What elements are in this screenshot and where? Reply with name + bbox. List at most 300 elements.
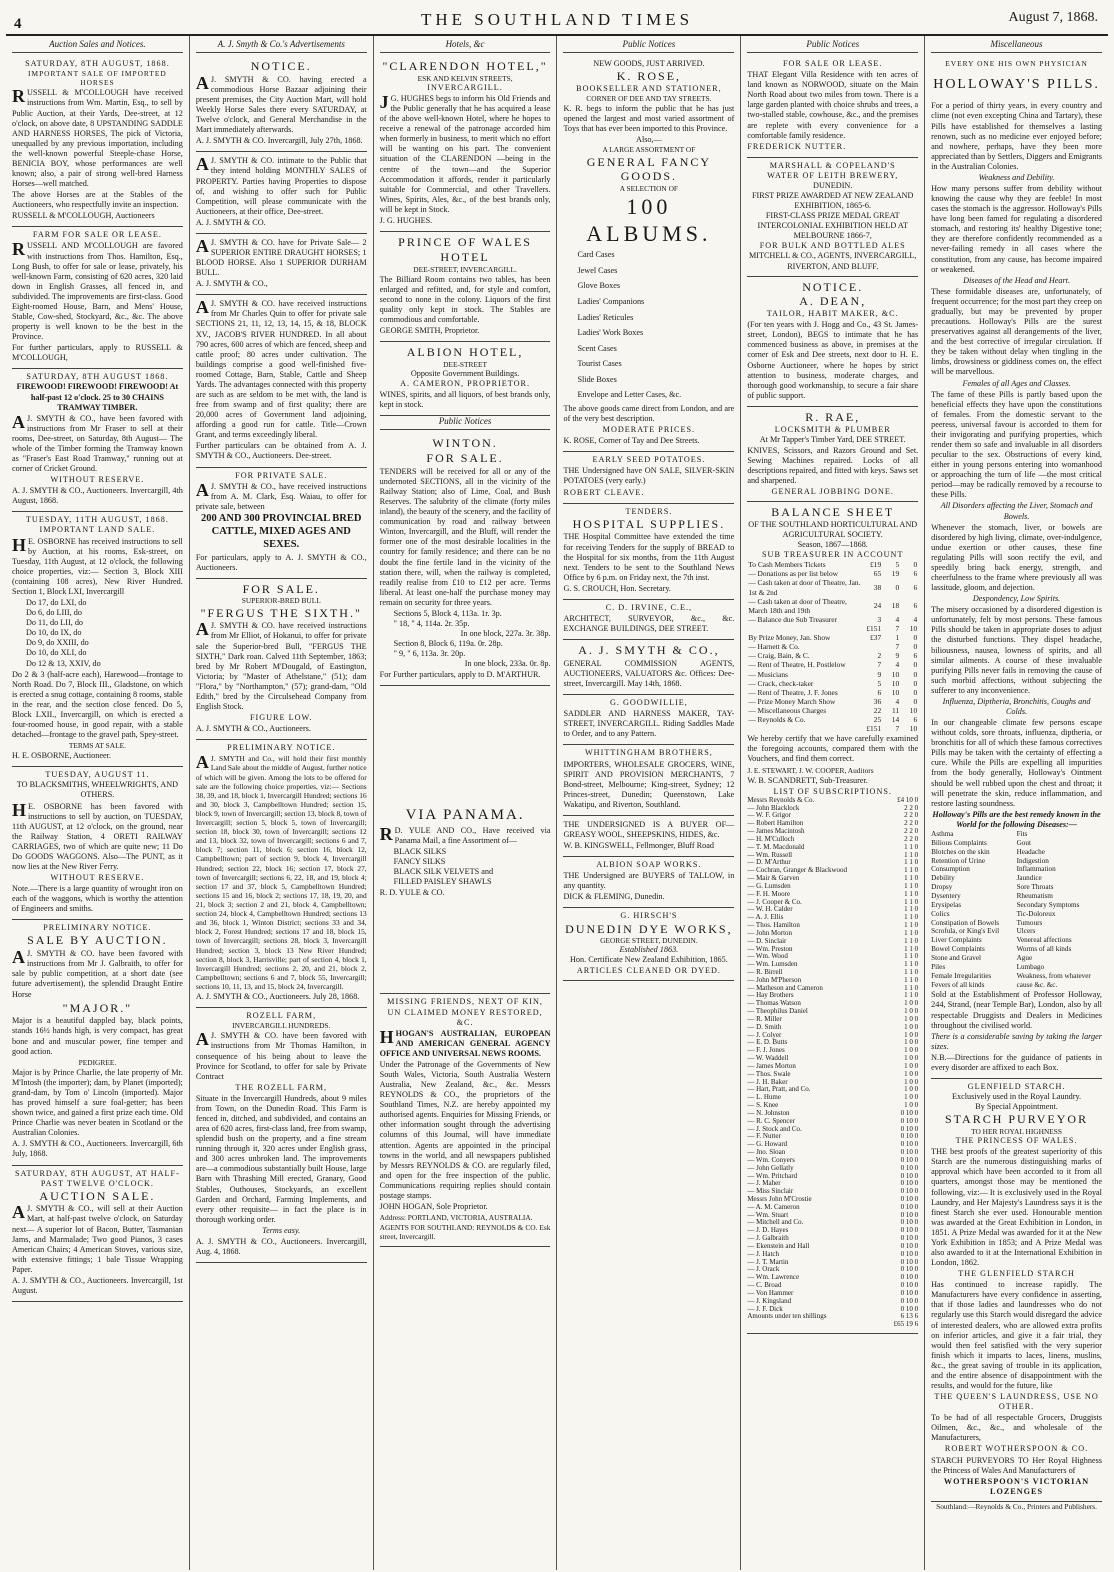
subscriber-name: — L. Hume: [747, 1093, 781, 1102]
ad-albion-soap: [563, 857, 734, 908]
subscription-amount: 0 10 0: [900, 1226, 919, 1235]
disease-item: Erysipelas: [931, 900, 962, 909]
lozenges-headline: WOTHERSPOON'S VICTORIAN LOZENGES: [943, 1476, 1090, 1496]
ad-body: J. SMYTH & CO. have for Private Sale— 2 SUPERIOR ENTIRE DRAUGHT HORSES; 1 BLOOD HORSE. Also 1 SUPERIOR DURHAM BULL.: [195, 237, 367, 278]
ad-signature: J. G. HUGHES.: [379, 215, 433, 225]
disease-item: Female Irregularities: [931, 971, 992, 980]
subscriber-name: — Wm. Russell: [747, 850, 793, 859]
subscriber-name: Amounts under ten shillings: [747, 1312, 827, 1321]
ad-land-sale-notice: PRELIMINARY NOTICE. A J. SMYTH and Co., will hold their first monthly Land Sale about the middle of August, further notice of which will be given. Among the lots to be offered for sale are the following choice properties, viz:— Sections 38, 39, and 18, block 1, Invercargill Hundred; sections 16 and 30, block 3, Campbelltown Hundred; section 15, block 9, town of Invercargill; section 13, block 8, town of Invercargill; section 5, block 5, town of Invercargill; section 18, block 30, town of Invercargill; sections 12 and 13, block 32, town of Invercargill; sections 6 and 7, block 7; section 11, block 6; section 16, block 12, Campbelltown; part of section 9, block 4, Invercargill Hundred; section 22, block 16; section 17, block 27, town of Invercargill; sections 6, 22, 18, and 19, block 4; section 17 and 37, block 5, Campbelltown Hundred; sections 15 and 16, block 2; sections 17, 18, 19, 20, and 21, block 3; section 2 and 21, block 4, Campbelltown; section 24, block 4, Campbelltown Hundred; sections 13 and 36, block 1, Winton District; sections 33 and 34, block 2, Forest Hundred; sections 17 and 18, block 15, town of Invercargill; sections 28, block 3, Invercargill Hundred; section 3, block 13 New River Hundred; section 8, block 3, Harrisville; part of section 4, block 1, Invercargill Hundred; sections 2, 20, and 21, block 2, Campbelltown; sections 6 and 7, block 55, Invercargill; sections 10, 11, 13, and 15, block 24, Invercargill. A. J. SMYTH & CO., Auctioneers. July 28, 1868.: [196, 740, 367, 1008]
ad-subtitle: SALE BY AUCTION.: [27, 933, 168, 948]
ad-subheading: THE GLENFIELD STARCH: [958, 1269, 1075, 1279]
ad-reserve: WITHOUT RESERVE.: [50, 873, 145, 883]
ad-winton-sale: [380, 433, 551, 686]
ad-signature: A. J. SMYTH & CO.: [195, 217, 266, 227]
ad-body: Under the Patronage of the Governments of New South Wales, Victoria, South Australia Western Australia, New Zealand, &c., &c. Messrs REYNOLDS & CO., the proprietors of the Southland Times, N.Z. are hereby appointed my authorised agents. Enquiries for Missing Friends, or other information sought through the advertising columns of this Journal, will have immediate attention. Agents are appointed in the principal towns in the world, and all newspapers published by Messrs REYNOLDS & CO. are regularly filed, and open for the free inspection of the public. Communications requiring replies should contain postage stamps.: [379, 1059, 551, 1200]
disease-item: Tumours: [1016, 918, 1043, 927]
ad-paragraph: The fame of these Pills is partly based upon the beneficial effects they have upon the constitutions of females. From the domestic servant to the peeress, universal favour is accorded to them for their invigorating and purifying properties, which render them so safe and invaluable in all disorders peculiar to the sex. Obstructions of every kind, either in young persons entering into womanhood or approaching the turn of life —the most critical period—may be radically removed by a recourse to these Pills.: [931, 389, 1102, 500]
subscription-amount: 0 10 0: [900, 1116, 919, 1125]
subscriber-name: — J. D. Hayes: [747, 1226, 789, 1235]
ad-signature: W. B. KINGSWELL, Fellmonger, Bluff Road: [563, 841, 714, 851]
subscription-amount: 0 10 0: [900, 1148, 919, 1157]
ad-signature: ROBERT CLEAVE.: [563, 487, 645, 497]
ad-title: PRINCE OF WALES HOTEL: [398, 235, 532, 264]
subscriber-name: [747, 1321, 893, 1329]
ad-signature: A. CAMERON, PROPRIETOR.: [400, 379, 531, 389]
ad-body: USSELL AND M'COLLOUGH are favored with instructions from Thos. Hamilton, Esq., Long Bush, to offer for sale or lease, privately, his well-known Farm, consisting of 620 acres, 320 laid down in English Grasses, all fenced in, and subdivided. The improvements are first-class. Good Eight-roomed House, Barn, and Mens' House, Stable, Cow-shed, Stockyard, &c., &c. The above property is well known to be the best in the Province.: [12, 241, 183, 342]
prize-medal: FIRST-CLASS PRIZE MEDAL GREAT INTERCOLONIAL EXHIBITION HELD AT MELBOURNE 1866-7,: [757, 211, 908, 241]
ad-goodwillie: [563, 695, 734, 745]
ad-title: MISSING FRIENDS, NEXT OF KIN, UN CLAIMED MONEY RESTORED, &C.: [387, 997, 543, 1027]
table-row: To Cash Members Tickets £19 5 0: [748, 560, 918, 570]
ad-body: K. R. begs to inform the public that he has just opened the largest and most varied assortment of Toys that has ever been imported to this Province.: [563, 104, 735, 134]
ad-signature: For particulars, apply to A. J. SMYTH & CO., Auctioneers.: [195, 552, 367, 572]
subscription-amount: 0 10 0: [900, 1234, 919, 1243]
subscription-amount: 1 1 0: [904, 866, 919, 875]
ad-signature: GEORGE SMITH, Proprietor.: [379, 326, 480, 336]
albums-headline: 100 ALBUMS.: [586, 194, 712, 247]
ad-body: ARCHITECT, SURVEYOR, &c., &c. EXCHANGE BUILDINGS, DEE STREET.: [563, 613, 735, 634]
ad-title: R. RAE,: [805, 409, 861, 424]
ad-body: J. SMYTH & CO. have been favored with instructions from Mr J. Galbraith, to offer for sale by public competition, at a short date (see future advertisement), the splendid Draught Entire Horse: [12, 949, 183, 999]
subscriber-name: — Wm. Stuart: [747, 1210, 789, 1219]
table-row: — Musicians 9 10 0: [748, 669, 918, 679]
subscriber-name: — G. Lumsden: [747, 881, 791, 890]
subscriber-name: — Miss Sinclair: [747, 1187, 794, 1196]
ad-horse-sale: SATURDAY, 8TH AUGUST, 1868. IMPORTANT SALE OF IMPORTED HORSES RUSSELL & M'COLLOUGH have received instructions from Wm. Martin, Esq., to sell by Public Auction, at their Yards, Dee-street, at 12 o'clock, on above date, 8 UPSTANDING SADDLE AND HARNESS HORSES, The pick of Victoria, unequalled by any previous importation, including the well-known powerful Steeple-chase Horse, BENICIA BOY, whose performances are well known; also, a pair of strong well-bred Harness Horses—well matched. The above Horses are at the Stables of the Auctioneers, who respectfully invite an inspection. RUSSELL & M'COLLOUGH, Auctioneers: [12, 56, 183, 227]
subscription-amount: 2 2 0: [904, 819, 919, 828]
subscriber-name: — W. F. Grigor: [747, 811, 791, 820]
ad-farm-sale: FARM FOR SALE OR LEASE. RUSSELL AND M'COLLOUGH are favored with instructions from Thos. Hamilton, Esq., Long Bush, to offer for sale or lease, privately, his well-known Farm, consisting of 620 acres, 320 laid down in English Grasses, all fenced in, and subdivided. The improvements are first-class. Good Eight-roomed House, Barn, and Mens' House, Stable, Cow-shed, Stockyard, &c., &c. The above property is well known to be the best in the Province. For further particulars, apply to RUSSELL & M'COLLOUGH,: [12, 227, 183, 369]
ad-subtitle: DEE-STREET: [443, 359, 488, 369]
ad-paragraph: These formidable diseases are, unfortunately, of frequent occurrence; for the most part they creep on gradually, but may be prevented by proper precautions. Holloway's Pills are the surest preservatives against all derangements of the liver, and the best corrective of irregular circulation. If they be taken without delay when tingling in the limbs, drowsiness or giddiness comes on, the effect will be marvellous.: [931, 286, 1102, 377]
subscriber-name: — J. Orack: [747, 1265, 780, 1274]
ad-body: J. SMYTH & CO., have received instructions from A. M. Clark, Esq. Waiau, to offer for private sale, between: [195, 481, 367, 511]
subscription-amount: 0 10 0: [900, 1179, 919, 1188]
subscriber-name: — Thos. Swale: [747, 1069, 791, 1078]
ad-location: Opposite Government Buildings.: [410, 368, 520, 378]
ad-saving: There is a considerable saving by taking the larger sizes.: [931, 1031, 1102, 1051]
purveyor-to: TO HER ROYAL HIGHNESS: [971, 1127, 1063, 1137]
ad-cattle-sale: FOR PRIVATE SALE. A J. SMYTH & CO., have received instructions from A. M. Clark, Esq. Waiau, to offer for private sale, between 200 AND 300 PROVINCIAL BRED CATTLE, MIXED AGES AND SEXES. For particulars, apply to A. J. SMYTH & CO., Auctioneers.: [196, 468, 367, 579]
subscriber-name: — A. M. Cameron: [747, 1202, 800, 1211]
subscriber-name: — F. J. Jones: [747, 1046, 785, 1055]
subscriber-name: — W. Waddell: [747, 1054, 789, 1063]
table-row: — Craig, Bain, & C. 2 9 6: [748, 651, 918, 661]
ad-jobbing: GENERAL JOBBING DONE.: [771, 487, 894, 497]
subscription-amount: £65 19 6: [893, 1320, 919, 1329]
ad-signature: R. D. YULE & CO.: [379, 888, 445, 898]
table-row: — Harnett & Co. 7 0: [748, 642, 918, 652]
table-total: £151 7 10: [866, 623, 918, 633]
disease-item: Scrofula, or King's Evil: [931, 927, 1000, 936]
column-heading: Auction Sales and Notices.: [12, 39, 183, 53]
ad-body: J. SMYTH & CO. have been favored with instructions from Mr Thomas Hamilton, in consequence of his being about to leave the Province for Scotland, to offer for sale by Private Contract: [195, 1031, 367, 1081]
subscriber-name: — Hart, Pratt, and Co.: [747, 1085, 811, 1094]
ad-title: FOR SALE OR LEASE.: [783, 59, 883, 69]
subscriber-name: — N. Johnston: [747, 1108, 790, 1117]
table-row: — Crack, check-taker 5 10 0: [748, 678, 918, 688]
bull-name: "FERGUS THE SIXTH.": [200, 605, 362, 620]
ad-title: EARLY SEED POTATOES.: [592, 455, 706, 465]
disease-item: Stone and Gravel: [931, 953, 982, 962]
subscriber-name: — Cochran, Granger & Blackwood: [747, 866, 848, 875]
ad-town: DUNEDIN.: [813, 180, 853, 190]
subscriber-name: — J. Stock and Co.: [747, 1124, 802, 1133]
ad-jacobs-river: A J. SMYTH & CO. have received instructions from Mr Charles Quin to offer for private sale SECTIONS 21, 11, 12, 13, 14, 15, & 18, BLOCK XV., JACOB'S RIVER HUNDRED. In all about 790 acres, 600 acres of which are fenced, sheep and cattle proof; 80 acres under cultivation. The buildings comprise a good well-finished five-roomed Cottage, Barn, Stable, Cattle and Sheep Yards. The advantages connected with this property are such as are seldom to be met with, the land is free from swamp and of first quality; there are 20,000 acres of Government land adjoining, affording a good run for cattle. Title—Crown Grant, and terms exceedingly liberal. Further particulars can be obtained from A. J. SMYTH & CO., Auctioneers. Dee-street.: [196, 295, 367, 467]
list-item: BLACK SILK VELVETS and: [393, 867, 494, 877]
column-hotels: [374, 36, 558, 1570]
subscription-amount: 0 10 0: [900, 1155, 919, 1164]
subscription-amount: 1 1 0: [904, 905, 919, 914]
diseases-column-right: [1017, 830, 1102, 989]
goods-list: [563, 247, 734, 403]
ad-heading: HOGAN'S AUSTRALIAN, EUROPEAN AND AMERICAN GENERAL AGENCY OFFICE AND UNIVERSAL NEWS ROOMS.: [379, 1028, 551, 1058]
goods-list: [380, 847, 551, 887]
subscriber-name: — Thomas Watson: [747, 999, 801, 1008]
ad-signature: A. J. SMYTH & CO., Auctioneers. Invercargill, 6th July, 1868.: [12, 1139, 183, 1159]
ad-address: At Mr Tapper's Timber Yard, DEE STREET.: [759, 434, 906, 444]
subscription-amount: 1 1 0: [904, 952, 919, 961]
subscription-amount: 0 10 0: [900, 1281, 919, 1290]
subscriber-name: — Mitchell and Co.: [747, 1218, 804, 1227]
ad-title: A. J. SMYTH & CO.,: [578, 643, 720, 658]
subscription-amount: 0 10 0: [900, 1171, 919, 1180]
disease-item: Liver Complaints: [931, 936, 982, 945]
ad-body: SADDLER AND HARNESS MAKER, TAY-STREET, INVERCARGILL. Riding Saddles Made to Order, and to any Pattern.: [563, 709, 735, 739]
subscription-amount: 0 10 0: [900, 1124, 919, 1133]
ad-title: PRELIMINARY NOTICE.: [227, 743, 336, 753]
subscriber-name: — D. Sinclair: [747, 936, 787, 945]
subscriber-name: — J. Galbraith: [747, 1234, 789, 1243]
ad-body: THE best proofs of the greatest superiority of this Starch are the numerous distinguishing marks of approval which have been accorded to it from all quarters, amongst those may be mentioned the following, viz:— It is exclusively used in the Royal Laundry, and Her Majesty's Laundress says it is the finest Starch she ever used. Honourable mention was awarded at the Great Exhibition in London, in 1851. A Prize Medal was awarded for it at the New York Exhibition in 1853; and A Prize Medal was also awarded to it at the International Exhibition in London, 1862.: [931, 1147, 1102, 1268]
credit-table: [747, 633, 918, 733]
tailor-trade: TAILOR, HABIT MAKER, &C.: [766, 309, 899, 319]
subscriber-name: — Wm. Wood: [747, 952, 788, 961]
disease-item: Venereal affections: [1016, 936, 1072, 945]
subscription-amount: 0 10 0: [900, 1304, 919, 1313]
ad-body: THE Undersigned are BUYERS of TALLOW, in any quantity.: [563, 871, 735, 891]
disease-item: Gout: [1016, 838, 1031, 847]
ad-date: SATURDAY, 8TH AUGUST, AT HALF-PAST TWELVE O'CLOCK.: [15, 1168, 180, 1188]
ad-auction-sale: SATURDAY, 8TH AUGUST, AT HALF-PAST TWELVE O'CLOCK. AUCTION SALE. A J. SMYTH & CO., will sell at their Auction Mart, at half-past twelve o'clock, on Saturday next— A superior lot of Bacon, Butter, Tasmanian Jams, and Marmalade; Two good Pianos, 3 cases American Chairs; 4 American Stoves, various size, with extensive fittings; 1 bale Tissue Wrapping Paper. A. J. SMYTH & CO., Auctioneers. Invercargill, 1st August.: [12, 1166, 183, 1303]
ad-note: The above goods came direct from London, and are of the very best description.: [563, 403, 735, 424]
subscriber-name: — Wm. Lumsden: [747, 960, 798, 969]
subscription-amount: 0 10 0: [900, 1140, 919, 1149]
table-row: — Reynolds & Co. 25 14 6: [748, 715, 918, 725]
ad-terms: Terms easy.: [262, 1225, 301, 1235]
ad-body: WINES, spirits, and all liquors, of best brands only, kept in stock.: [379, 390, 551, 410]
subscription-amount: 1 0 0: [904, 1014, 919, 1023]
horse-name: "MAJOR.": [62, 1000, 133, 1015]
ad-season: Season, 1867—1868.: [797, 540, 868, 550]
cattle-headline: 200 AND 300 PROVINCIAL BRED CATTLE, MIXED AGES AND SEXES.: [201, 512, 362, 550]
list-item: Ladies' Reticules: [577, 312, 634, 322]
ad-clarendon-hotel: "CLARENDON HOTEL," ESK AND KELVIN STREETS, INVERCARGILL. J G. HUGHES begs to inform his Old Friends and the Public generally that he has acquired a lease of the above well-known Hotel, where he hopes to receive a renewal of the patronage accorded him when formerly in business, to merit which no effort will be wanting on his part. The convenient situation of the CLARENDON —being in the centre of the town—and the Superior Accommodation it affords, render it particularly suitable for Commercial, and other Travellers. Wines, Spirits, Ales, &c., of the best brands only, will be kept in Stock. J. G. HUGHES.: [380, 56, 551, 232]
subscriber-name: — Ekenstein and Hall: [747, 1241, 810, 1250]
ad-title: "CLARENDON HOTEL,": [382, 59, 548, 74]
ad-title: VIA PANAMA.: [405, 807, 525, 824]
issue-date: August 7, 1868.: [1008, 10, 1098, 25]
diseases-column-left: [931, 830, 1016, 989]
table-row: — Rent of Theatre, H. Postlelow 7 4 0: [748, 660, 918, 670]
printer-imprint: Southland:—Reynolds & Co., Printers and Publishers.: [936, 1501, 1098, 1511]
ad-missing-friends: MISSING FRIENDS, NEXT OF KIN, UN CLAIMED MONEY RESTORED, &C. HHOGAN'S AUSTRALIAN, EUROPEAN AND AMERICAN GENERAL AGENCY OFFICE AND UNIVERSAL NEWS ROOMS. Under the Patronage of the Governments of New South Wales, Victoria, South Australia Western Australia, New Zealand, &c., &c. Messrs REYNOLDS & CO., the proprietors of the Southland Times, N.Z. are hereby appointed my authorised agents. Enquiries for Missing Friends, or other information sought through the advertising columns of this Journal, will have immediate attention. Agents are appointed in the principal towns in the world, and all newspapers published by Messrs REYNOLDS & CO. are regularly filed, and open for the free inspection of the public. Communications requiring replies should contain postage stamps. JOHN HOGAN, Sole Proprietor. Address: PORTLAND, VICTORIA, AUSTRALIA. AGENTS FOR SOUTHLAND: REYNOLDS & CO. Esk street, Invercargill.: [380, 994, 551, 1247]
column-heading: Public Notices: [563, 39, 734, 53]
ad-locksmith: [747, 407, 918, 502]
subscriber-name: — Von Hammer: [747, 1288, 794, 1297]
ad-body: THE Hospital Committee have extended the time for receiving Tenders for the supply of BREAD to the Hospital for six months, from the 11th August next. Tenders to be sent to the Southland News Office by 6 p.m. on Friday next, the 7th inst.: [563, 532, 735, 582]
subscriber-name: — R. Miller: [747, 1014, 782, 1023]
ad-prices: MODERATE PRICES.: [602, 425, 696, 435]
farm-name: THE ROZELL FARM,: [235, 1082, 328, 1092]
ad-title: FOR PRIVATE SALE.: [235, 470, 328, 480]
subscriber-name: — J. Kingsland: [747, 1296, 792, 1305]
ad-irvine: [563, 600, 734, 640]
ad-brewery: [747, 158, 918, 277]
subscription-amount: 1 1 0: [904, 960, 919, 969]
ad-subtitle: WATER OF LEITH BREWERY,: [767, 170, 899, 180]
column-auction-sales: [6, 36, 190, 1570]
ad-horse-bazaar: NOTICE. A J. SMYTH & CO. having erected a commodious Horse Bazaar adjoining their present premises, the City Auction Mart, will hold Weekly Horse Sales there every SATURDAY, at Twelve o'clock, and General Merchandise in the Mart immediately afterwards. A. J. SMYTH & CO. Invercargill, July 27th, 1868.: [196, 56, 367, 152]
subscription-amount: 1 0 0: [904, 999, 919, 1008]
ad-glenfield-starch: [931, 1079, 1102, 1502]
subscription-amount: 1 0 0: [904, 1061, 919, 1070]
ad-title: FIREWOOD! FIREWOOD! FIREWOOD! At half-past 12 o'clock. 25 to 30 CHAINS TRAMWAY TIMBER.: [16, 382, 179, 412]
ad-body: J. SMYTH & CO. have received instructions from Mr Charles Quin to offer for private sale SECTIONS 21, 11, 12, 13, 14, 15, & 18, BLOCK XV., JACOB'S RIVER HUNDRED. In all about 790 acres, 600 acres of which are fenced, sheep and cattle proof; 80 acres under cultivation. The buildings comprise a good well-finished five-roomed Cottage, Barn, Stable, Cattle and Sheep Yards. The advantages connected with this property are such as are seldom to be met with, the land is free from swamp and of first quality; there are 20,000 acres of Government land adjoining, affording a good run for cattle. Title—Crown Grant, and terms exceedingly liberal.: [195, 299, 367, 440]
ad-bull-sale: FOR SALE. SUPERIOR-BRED BULL "FERGUS THE SIXTH." A J. SMYTH & CO. have received instructions from Mr Elliot, of Hokanui, to offer for private sale the Superior-bred Bull, "FERGUS THE SIXTH," Dark roan. Calved 11th September, 1863; bred by Mr Robert M'Dougald, of Eastington, Victoria; by "Master of Athelstane," (51); dam "Flora," by "Northampton," (57); grand-dam, "Old Edith," bred by the Circulsehead Company from English Stock. FIGURE LOW. A. J. SMYTH & CO., Auctioneers.: [196, 579, 367, 740]
ad-signature: W. B. SCANDRETT, Sub-Treasurer.: [747, 775, 868, 785]
ad-seed-potatoes: [563, 452, 734, 503]
ad-body: THE UNDERSIGNED IS A BUYER OF— GREASY WOOL, SHEEPSKINS, HIDES, &c.: [563, 819, 735, 839]
subscriber-name: — Wm. Preston: [747, 944, 793, 953]
disease-item: Bilious Complaints: [931, 838, 987, 847]
page-number: 4: [14, 16, 22, 32]
subscriber-name: — G. Howard: [747, 1140, 788, 1149]
ad-subtitle: Exclusively used in the Royal Laundry.: [952, 1092, 1082, 1102]
subscription-amount: 1 1 0: [904, 858, 919, 867]
subscription-amount: 1 1 0: [904, 928, 919, 937]
subscriber-name: — F. Nutter: [747, 1132, 781, 1141]
disease-item: Tic-Doloreux: [1016, 909, 1056, 918]
section-list: [380, 609, 551, 669]
list-item: Do 10, do IX, do: [26, 628, 82, 638]
ad-body: THE Undersigned have ON SALE, SILVER-SKIN POTATOES (very early.): [563, 466, 735, 486]
ad-railway-carriages: TUESDAY, AUGUST 11. TO BLACKSMITHS, WHEELWRIGHTS, AND OTHERS. H E. OSBORNE has been favored with instructions to sell by auction, on TUESDAY, 11th AUGUST, at 12 o'clock, on the ground, near the Railway Station, 4 ORETI RAILWAY CARRIAGES, two of which are quite new; 11 Do Do GOODS WAGGONS. Also—The PUNT, as it now lies at the New River Ferry. WITHOUT RESERVE. Note.—There is a large quantity of wrought iron on each of the waggons, which is worthy the attention of Engineers and smiths.: [12, 767, 183, 920]
list-item: Do 10, do XLI, do: [26, 648, 87, 658]
ad-monthly-sales: A J. SMYTH & CO. intimate to the Public that they intend holding MONTHLY SALES of PROPERTY. Parties having Properties to dispose of, and wishing to offer such for Public Competition, will please communicate with the Auctioneers, at their office, Dee-street. A. J. SMYTH & CO.: [196, 152, 367, 234]
column-heading: A. J. Smyth & Co.'s Advertisements: [196, 39, 367, 53]
subscription-amount: 2 2 0: [904, 811, 919, 820]
subscription-amount: 1 1 0: [904, 991, 919, 1000]
table-row: — Rent of Theatre, J. F. Jones 6 10 0: [748, 687, 918, 697]
subscription-amount: 1 1 0: [904, 889, 919, 898]
subscriber-name: — Mair & Garven: [747, 874, 800, 883]
ad-signature: G. S. CROUCH, Hon. Secretary.: [563, 583, 671, 593]
ad-body: J. SMYTH & CO., have been favored with instructions from Mr Fraser to sell at their rooms, Dee-street, on Saturday, 8th August— The whole of the Timber forming the Tramway known as "Fraser's East Road Tramway," running out at corner of Cricket Ground.: [12, 413, 183, 474]
subscription-amount: 0 10 0: [900, 1249, 919, 1258]
ad-town: INVERCARGILL.: [427, 82, 503, 92]
disease-item: Dropsy: [931, 883, 953, 892]
ad-paragraph: The misery occasioned by a disordered digestion is unfortunately, felt by most persons. These famous Pills should be taken in appropriate doses to adjust the disturbed functions. They dispel headache, biliousness, nausea, lowness of spirits, and all similar ailments. A course of these invaluable purifying Pills never fails in removing the cause of such morbid affections, without subjecting the sufferer to any inconvenience.: [931, 605, 1102, 695]
disease-item: Indigestion: [1016, 856, 1049, 865]
ad-body: J. SMYTH & CO. having erected a commodious Horse Bazaar adjoining their present premises, the City Auction Mart, will hold Weekly Horse Sales there every SATURDAY, at Twelve o'clock, and General Merchandise in the Mart immediately afterwards.: [195, 74, 367, 135]
subscription-amount: 0 10 0: [900, 1241, 919, 1250]
table-row: — Balance due Sub Treasurer 3 4 4: [748, 614, 918, 624]
ad-signature: JOHN HOGAN, Sole Proprietor.: [379, 1202, 488, 1212]
table-row: — Miscellaneous Charges 22 11 10: [748, 705, 918, 715]
ad-reserve: WITHOUT RESERVE.: [50, 475, 145, 485]
subscription-amount: 0 10 0: [900, 1163, 919, 1172]
subscription-amount: 0 10 0: [900, 1288, 919, 1297]
list-item: Glove Boxes: [577, 281, 621, 291]
ad-subtitle: FOR SALE.: [426, 451, 504, 466]
ad-paragraph: Has continued to increase rapidly. The Manufacturers have every confidence in asserting, that if those ladies and laundresses who do not regularly use this Starch would disregard the advice of interested dealers, who are allowed extra profits on inferior articles, and give it a fair trial, they would then feel satisfied with the very superior finish which it imparts to laces, linens, muslins, &c., the great saving of trouble in its application, and the entire absence of disappointment with the results, and would for the future, like: [931, 1280, 1102, 1390]
ad-title: WINTON.: [432, 436, 498, 451]
subscription-amount: 1 1 0: [904, 842, 919, 851]
ad-signature: RUSSELL & M'COLLOUGH, Auctioneers: [12, 211, 155, 221]
ad-title: G. GOODWILLIE,: [609, 698, 688, 708]
ad-signature: A. J. SMYTH & CO., Auctioneers.: [195, 724, 311, 734]
disease-item: Retention of Urine: [931, 856, 986, 865]
subscriber-name: — R. Birrell: [747, 967, 783, 976]
ad-directions: N.B.—Directions for the guidance of patients in every disorder are affixed to each Box.: [931, 1052, 1102, 1072]
ad-holloways-pills: [931, 56, 1102, 1079]
ad-established: Established 1863.: [619, 945, 679, 955]
subscription-amount: 1 1 0: [904, 850, 919, 859]
ad-title: PRELIMINARY NOTICE.: [43, 923, 152, 933]
ad-intro: For a period of thirty years, in every country and clime (not even excepting China and Tartary), these Pills have established for themselves a lasting renown, such as no medicine ever enjoyed before; and nowhere, perhaps, have they been more appreciated than by Settlers, Diggers and Emigrants in the Australian Colonies.: [931, 101, 1102, 171]
ad-title: ROZELL FARM,: [246, 1011, 317, 1021]
ad-title: WHITTINGHAM BROTHERS,: [584, 748, 713, 758]
subscriber-name: — J. Cooper & Co.: [747, 897, 802, 906]
balance-sheet: [747, 502, 918, 1334]
ad-body: J. SMYTH and Co., will hold their first monthly Land Sale about the middle of August, further notice of which will be given. Among the lots to be offered for sale are the following choice properties, viz:— Sections 38, 39, and 18, block 1, Invercargill Hundred; sections 16 and 30, block 3, Campbelltown Hundred; section 15, block 9, town of Invercargill; section 13, block 8, town of Invercargill; section 5, block 5, town of Invercargill; section 18, block 30, town of Invercargill; sections 12 and 13, block 32, town of Invercargill; sections 6 and 7, block 7; section 11, block 6; section 16, block 12, Campbelltown; part of section 9, block 4, Invercargill Hundred; section 22, block 16; section 17, block 27, town of Invercargill; sections 6, 22, 18, and 19, block 4; section 17 and 37, block 5, Campbelltown Hundred; sections 15 and 16, block 2; sections 17, 18, 19, 20, and 21, block 3; section 2 and 21, block 4, Campbelltown; section 24, block 4, Campbelltown Hundred; sections 13 and 36, block 1, Winton District; sections 33 and 34, block 2, Forest Hundred; sections 17 and 18, block 15, town of Invercargill; sections 28, block 3, Invercargill Hundred; section 3, block 13 New River Hundred; section 8, block 3, Harrisville; part of section 4, block 1, Invercargill Hundred; sections 2, 20, and 21, block 2, Campbelltown; sections 6 and 7, block 55, Invercargill; sections 10, 11, 13, and 15, block 24, Invercargill.: [195, 754, 367, 992]
subscription-amount: 1 1 0: [904, 975, 919, 984]
ad-signature: K. ROSE, Corner of Tay and Dee Streets.: [563, 436, 700, 446]
subscriber-name: — J. F. Dick: [747, 1304, 783, 1313]
ad-subtitle: INVERCARGILL HUNDREDS.: [232, 1021, 331, 1031]
subscriptions-list: [747, 797, 918, 1329]
farm-description: Situate in the Invercargill Hundreds, about 9 miles from Town, on the Dunedin Road. This Farm is fenced in, ditched, and subdivided, and contains an area of 620 acres, first-class land, free from swamp, splendid bush on the property, and a fine stream running through it, 320 acres under English grass, and 300 acres unbroken land. The improvements are—a commodious substantially built House, large Barn with Thrashing Mill erected, Granary, Good Stables, Outhouses, Stockyards, an excellent Garden and Orchard, Farming Implements, and every other requisite— in fact the place is in thorough working order.: [195, 1093, 367, 1224]
ad-address: GEORGE STREET, DUNEDIN.: [600, 936, 698, 946]
subscription-amount: 0 10 0: [900, 1210, 919, 1219]
pedigree-text: Major is by Prince Charlie, the late property of Mr. M'Intosh (the importer); dam, by Planet (imported); grand-dam, by Tom o' Lincoln (imported). Major has proved himself a sure foal-getter; has been shown twice, and gained a first prize each time. Old Prince Charlie was never beaten in Scotland or the Australian Colonies.: [12, 1067, 183, 1138]
list-item: In one block, 227a. 3r. 38p.: [460, 629, 551, 639]
subscriber-name: — James Morton: [747, 1061, 796, 1070]
subscription-amount: £4 10 0: [897, 795, 919, 804]
subscription-amount: 1 0 0: [904, 1093, 919, 1102]
ad-title: NOTICE.: [802, 279, 864, 294]
column-public-notices-2: [741, 36, 925, 1570]
ad-title: NOTICE.: [250, 59, 312, 74]
subscription-amount: 1 0 0: [904, 1085, 919, 1094]
subscriber-name: — W. H. Calder: [747, 905, 793, 914]
subscriber-name: — Theophilus Daniel: [747, 1007, 808, 1016]
ad-date: SATURDAY, 8TH AUGUST 1868.: [26, 372, 169, 382]
ad-body: J. SMYTH & CO. intimate to the Public that they intend holding MONTHLY SALES of PROPERTY. Parties having Properties to dispose of, and wishing to offer such for Public Competition, will please communicate with the Auctioneers, at their office, Dee-street.: [195, 156, 367, 216]
ad-heading: Diseases of the Head and Heart.: [963, 275, 1070, 285]
subscription-amount: 0 10 0: [900, 1108, 919, 1117]
subscription-amount: 1 1 0: [904, 936, 919, 945]
subscriber-name: — J. Maher: [747, 1179, 781, 1188]
subscription-row: [747, 1313, 918, 1321]
princess-headline: THE PRINCESS OF WALES.: [955, 1136, 1078, 1146]
ad-date: TUESDAY, AUGUST 11.: [45, 770, 150, 780]
subscription-amount: 1 0 0: [904, 1101, 919, 1110]
subscription-amount: 0 10 0: [900, 1265, 919, 1274]
ad-agents: MITCHELL & CO., AGENTS, INVERCARGILL, RIVERTON, AND BLUFF.: [748, 251, 917, 271]
diseases-list: [931, 830, 1102, 989]
ad-horse-major: PRELIMINARY NOTICE. SALE BY AUCTION. A J. SMYTH & CO. have been favored with instructions from Mr J. Galbraith, to offer for sale by public competition, at a short date (see future advertisement), the splendid Draught Entire Horse "MAJOR." Major is a beautiful dappled bay, black points, stands 16½ hands high, is very compact, has great bone and and muscular power, fine temper and good action. PEDIGREE. Major is by Prince Charlie, the late property of Mr. M'Intosh (the importer); dam, by Planet (imported); grand-dam, by Tom o' Lincoln (imported). Major has proved himself a sure foal-getter; has been shown twice, and gained a first prize each time. Old Prince Charlie was never beaten in Scotland or the Australian Colonies. A. J. SMYTH & CO., Auctioneers. Invercargill, 6th July, 1868.: [12, 920, 183, 1165]
disease-item: Blotches on the skin: [931, 847, 990, 856]
ad-sold-at: Sold at the Establishment of Professor Holloway, 244, Strand, (near Temple Bar), London, also by all respectable Druggists and Dealers in Medicines throughout the civilised world.: [931, 990, 1102, 1030]
ad-heading: Despondency, Low Spirits.: [972, 594, 1061, 604]
ad-overline: EVERY ONE HIS OWN PHYSICIAN: [945, 59, 1088, 69]
disease-item: Consumption: [931, 865, 970, 874]
ad-body: E. OSBORNE has received instructions to sell by Auction, at his rooms, Esk-street, on Tuesday, 11th August, at 12 o'clock, the following choice properties, viz:— Section 3, Block XIII (containing 108 acres), New River Hundred. Section 1, Block LXI, Invercargill: [12, 536, 183, 596]
ad-smyth-agents: [563, 640, 734, 695]
subscription-amount: 1 1 0: [904, 944, 919, 953]
subscriber-name: — R. C. Spencer: [747, 1116, 795, 1125]
ad-subtitle: ESK AND KELVIN STREETS,: [417, 73, 513, 83]
subscription-amount: 1 0 0: [904, 1007, 919, 1016]
list-item: Ladies' Work Boxes: [577, 328, 644, 338]
list-item: FANCY SILKS: [393, 857, 446, 867]
ad-footer: ARTICLES CLEANED OR DYED.: [576, 965, 721, 975]
ad-signature: H. E. OSBORNE, Auctioneer.: [12, 751, 111, 761]
ad-certificate: Hon. Certificate New Zealand Exhibition, 1865.: [570, 955, 728, 965]
list-item: " 18, " 4, 114a. 2r. 35p.: [393, 619, 470, 628]
ad-body: IMPORTERS, WHOLESALE GROCERS, WINE, SPIRIT AND PROVISION MERCHANTS, 7 Bond-street, Melbourne; King-street, Sydney; 12 Princes-street, Dunedin; Queenstown, Lake Wakatipu, and Riverton, Southland.: [563, 759, 735, 809]
subscriber-name: — T. M. Macdonald: [747, 842, 805, 851]
newspaper-title: THE SOUTHLAND TIMES: [420, 10, 694, 29]
ad-land-sale: TUESDAY, 11TH AUGUST, 1868. IMPORTANT LAND SALE. H E. OSBORNE has received instructions to sell by Auction, at his rooms, Esk-street, on Tuesday, 11th August, at 12 o'clock, the following choice properties, viz:— Section 3, Block XIII (containing 108 acres), New River Hundred. Section 1, Block LXI, Invercargill Do 17, do LXI, do Do 6, do LIII, do Do 11, do LII, do Do 10, do IX, do Do 9, do XXIII, do Do 10, do XLI, do Do 12 & 13, XXIV, do Do 2 & 3 (half-acre each), Harewood—frontage to North Road. Do 7, Block III., Gladstone, on which is erected a snug cottage, containing 8 rooms, stable in the rear, and the section close fenced. Do 5, Block LXII., Invercargill, on which is erected a four-roomed house, in good repair, with a stable detached—frontage to the gravel path, Spey-street. TERMS AT SALE. H. E. OSBORNE, Auctioneer.: [12, 512, 183, 767]
auditors: J. E. STEWART, J. W. COOPER, Auditors: [747, 765, 874, 775]
subscriber-name: — F. H. Moore: [747, 889, 791, 898]
table-row: — Donations as per list below 65 19 6: [748, 569, 918, 579]
subscription-amount: 1 1 0: [904, 921, 919, 930]
list-item: In one block, 233a. 0r. 8p.: [464, 659, 551, 669]
subscriber-name: — J. Hatch: [747, 1249, 780, 1258]
column-heading: Hotels, &c: [380, 39, 551, 53]
subscription-amount: 0 10 0: [900, 1132, 919, 1141]
ad-tailor: [747, 277, 918, 407]
ad-title: IMPORTANT LAND SALE.: [39, 525, 156, 535]
ad-heading: Influenza, Diptheria, Bronchitis, Coughs and Colds.: [942, 696, 1091, 716]
ad-date: SATURDAY, 8TH AUGUST, 1868.: [25, 59, 170, 69]
subscriber-name: — Wm. Conyers: [747, 1155, 795, 1164]
subscriber-name: — Wm. Lawrence: [747, 1273, 800, 1282]
ad-whittingham: [563, 745, 734, 815]
subscription-amount: 1 1 0: [904, 881, 919, 890]
purveyor-headline: STARCH PURVEYOR: [945, 1112, 1089, 1127]
subscriber-name: — E. D. Butts: [747, 1038, 788, 1047]
column-heading: Miscellaneous: [931, 39, 1102, 53]
subscription-amount: 2 2 0: [904, 834, 919, 843]
subscription-amount: 1 1 0: [904, 913, 919, 922]
subscription-amount: 1 1 0: [904, 983, 919, 992]
column-miscellaneous: [925, 36, 1108, 1570]
subscription-amount: 1 1 0: [904, 967, 919, 976]
manufacturer-name: ROBERT WOTHERSPOON & CO.: [944, 1444, 1089, 1454]
disease-item: Inflammation: [1016, 865, 1056, 874]
ad-signature: For further particulars, apply to RUSSELL & M'COLLOUGH,: [12, 343, 183, 363]
ad-note: Note.—There is a large quantity of wrought iron on each of the waggons, which is worthy the attention of Engineers and smiths.: [12, 884, 183, 914]
ad-selection: A SELECTION OF: [619, 184, 679, 193]
ad-body: The Billiard Room contains two tables, has been enlarged and refitted, and, for style and comfort, second to none in the colony. Liquors of the first quality only kept in stock. The Stables are commodious and comfortable.: [379, 274, 551, 324]
subscription-amount: 6 13 6: [900, 1312, 919, 1321]
